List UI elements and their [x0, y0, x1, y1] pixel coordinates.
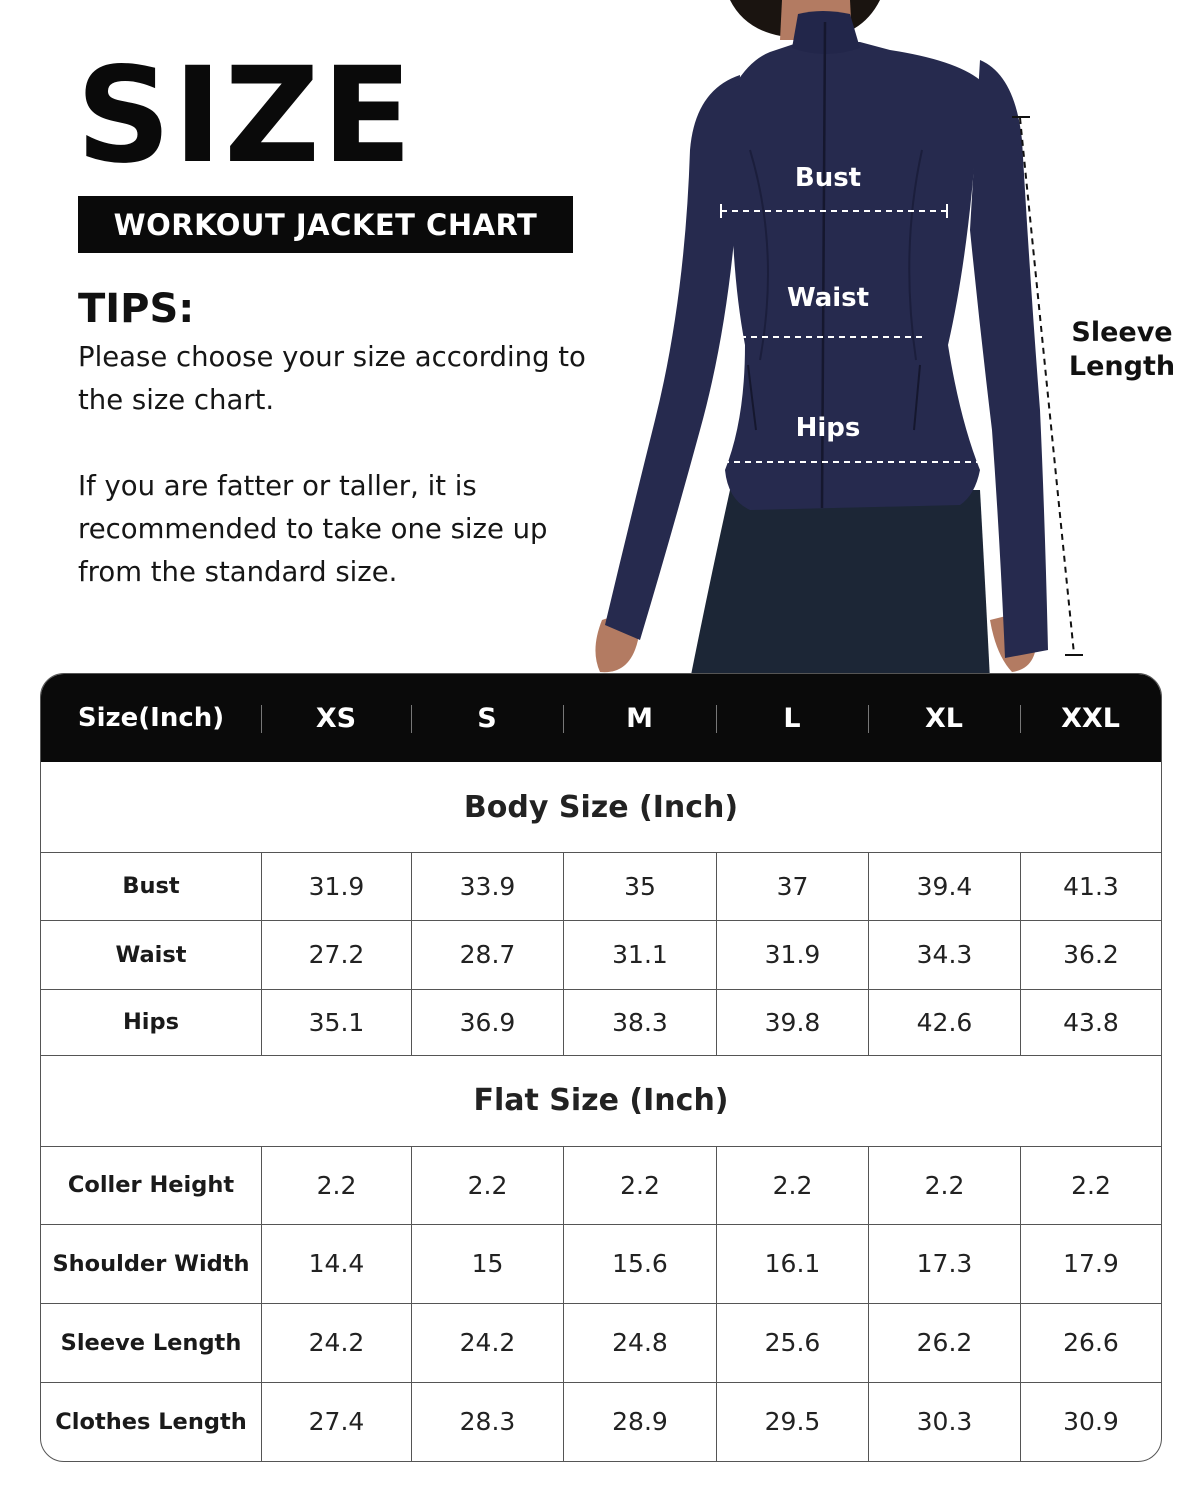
table-cell: 41.3 [1020, 852, 1161, 920]
row-label: Shoulder Width [52, 1250, 250, 1277]
table-cell: 17.9 [1020, 1224, 1161, 1303]
header-s: S [477, 702, 497, 734]
pants-shape [690, 490, 990, 680]
row-label: Clothes Length [55, 1408, 247, 1435]
table-cell: 26.6 [1020, 1303, 1161, 1382]
table-cell: 2.2 [261, 1146, 411, 1224]
bust-label: Bust [794, 163, 862, 193]
table-cell: 36.9 [411, 989, 563, 1055]
table-cell: 24.2 [261, 1303, 411, 1382]
table-row [41, 989, 1161, 1056]
table-cell: 36.2 [1020, 920, 1161, 989]
row-label: Waist [115, 941, 187, 968]
table-cell: 16.1 [716, 1224, 868, 1303]
table-cell: 34.3 [868, 920, 1020, 989]
table-cell: 35.1 [261, 989, 411, 1055]
table-cell: 2.2 [563, 1146, 716, 1224]
table-row [41, 1382, 1161, 1461]
hips-label: Hips [795, 413, 861, 443]
header-xxl: XXL [1061, 702, 1120, 734]
table-cell: 31.1 [563, 920, 716, 989]
row-label: Coller Height [67, 1172, 235, 1198]
table-cell: 37 [716, 852, 868, 920]
chart-subtitle [78, 196, 573, 253]
header-xs: XS [315, 702, 357, 734]
table-cell: 17.3 [868, 1224, 1020, 1303]
table-cell: 28.3 [411, 1382, 563, 1461]
sleeve-length-label [1062, 316, 1182, 384]
table-header-row [41, 674, 1161, 762]
table-cell: 35 [563, 852, 716, 920]
table-row [41, 1146, 1161, 1225]
table-cell: 26.2 [868, 1303, 1020, 1382]
table-cell: 42.6 [868, 989, 1020, 1055]
header-l: L [783, 702, 801, 734]
table-cell: 28.9 [563, 1382, 716, 1461]
table-cell: 15 [411, 1224, 563, 1303]
table-cell: 15.6 [563, 1224, 716, 1303]
table-cell: 33.9 [411, 852, 563, 920]
chart-subtitle-text: WORKOUT JACKET CHART [113, 207, 538, 242]
table-row [41, 852, 1161, 921]
tip-text-1: Please choose your size according to the size chart. [78, 341, 586, 416]
sleeve-label-line2: Length [1068, 351, 1176, 382]
table-cell: 2.2 [1020, 1146, 1161, 1224]
table-cell: 38.3 [563, 989, 716, 1055]
table-row [41, 920, 1161, 990]
header-m: M [626, 702, 653, 734]
table-cell: 39.4 [868, 852, 1020, 920]
table-cell: 27.2 [261, 920, 411, 989]
table-cell: 30.3 [868, 1382, 1020, 1461]
table-row [41, 1224, 1161, 1304]
table-row [41, 1303, 1161, 1383]
header-size-unit: Size(Inch) [77, 703, 225, 733]
table-cell: 2.2 [411, 1146, 563, 1224]
flat-size-title: Flat Size (Inch) [41, 1055, 1161, 1147]
body-size-title: Body Size (Inch) [41, 762, 1161, 853]
table-cell: 28.7 [411, 920, 563, 989]
table-cell: 29.5 [716, 1382, 868, 1461]
tips-heading: TIPS: [78, 286, 195, 332]
table-cell: 24.2 [411, 1303, 563, 1382]
row-label: Hips [122, 1009, 180, 1035]
table-cell: 39.8 [716, 989, 868, 1055]
table-cell: 27.4 [261, 1382, 411, 1461]
waist-label: Waist [786, 283, 870, 313]
table-cell: 2.2 [716, 1146, 868, 1224]
table-cell: 14.4 [261, 1224, 411, 1303]
page-title: SIZE [76, 39, 415, 193]
tip-text-2: If you are fatter or taller, it is recommended to take one size up from the standard size. [78, 470, 548, 588]
row-label: Bust [122, 873, 180, 899]
header-xl: XL [924, 702, 964, 734]
table-cell: 43.8 [1020, 989, 1161, 1055]
size-table [40, 673, 1162, 1462]
table-cell: 2.2 [868, 1146, 1020, 1224]
sleeve-label-line1: Sleeve [1071, 317, 1173, 348]
table-cell: 25.6 [716, 1303, 868, 1382]
table-cell: 30.9 [1020, 1382, 1161, 1461]
table-cell: 24.8 [563, 1303, 716, 1382]
table-cell: 31.9 [716, 920, 868, 989]
row-label: Sleeve Length [60, 1329, 242, 1356]
table-cell: 31.9 [261, 852, 411, 920]
